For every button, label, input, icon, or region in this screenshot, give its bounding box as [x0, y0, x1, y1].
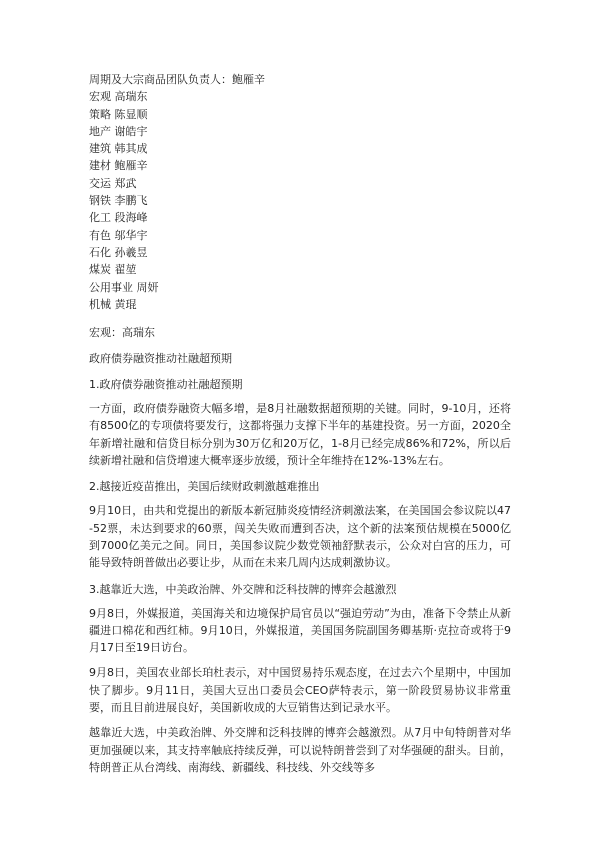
team-member-name: 谢皓宇 — [114, 124, 148, 138]
team-member-row — [89, 157, 511, 174]
paragraph-3: 9月8日，外媒报道，美国海关和边境保护局官员以“强迫劳动”为由，准备下令禁止从新疆进口棉花和西红柿。9月10日，外媒报道，美国国务院副国务卿基斯·克拉奇或将于9月17日至19日访台。 — [89, 606, 511, 655]
paragraph-5: 越靠近大选，中美政治牌、外交牌和泛科技牌的博弈会越激烈。从7月中旬特朗普对华更加强硬以来，其支持率触底持续反弹，可以说特朗普尝到了对华强硬的甜头。目前，特朗普正从台湾线、南海线、新疆线、科技线、外交线等多 — [89, 726, 511, 774]
team-list — [89, 71, 511, 313]
team-member-sector: 机械 — [89, 297, 111, 311]
section-label: 宏观：高瑞东 — [89, 326, 155, 340]
team-members — [89, 88, 511, 313]
doc-title: 政府债券融资推动社融超预期 — [89, 352, 232, 366]
team-member-row — [89, 192, 511, 209]
team-member-row — [89, 244, 511, 261]
team-member-row — [89, 296, 511, 313]
team-member-row — [89, 175, 511, 192]
team-member-sector: 交运 — [89, 176, 111, 190]
team-member-row — [89, 261, 511, 278]
heading-2: 2.越接近疫苗推出，美国后续财政刺激越难推出 — [89, 480, 320, 494]
team-member-sector: 建筑 — [89, 142, 111, 156]
team-member-name: 郑武 — [114, 176, 137, 190]
team-member-name: 高瑞东 — [114, 90, 148, 104]
paragraph-2: 9月10日，由共和党提出的新版本新冠肺炎疫情经济刺激法案，在美国国会参议院以47-52票，未达到要求的60票，闯关失败而遭到否决，这个新的法案预估规模在5000亿到7000亿美元之间。同日，美国参议院少数党领袖舒默表示，公众对白宫的压力，可能导致特朗普做出必要让步，从而在未来几周内达成刺激协议。 — [89, 504, 511, 570]
team-member-sector: 宏观 — [89, 90, 111, 104]
team-member-name: 陈显顺 — [114, 107, 148, 121]
team-member-row — [89, 279, 511, 296]
team-member-row — [89, 88, 511, 105]
team-member-name: 孙羲昱 — [114, 245, 148, 259]
team-member-sector: 化工 — [89, 211, 111, 225]
team-member-name: 韩其成 — [114, 142, 148, 156]
team-member-row — [89, 227, 511, 244]
team-member-sector: 有色 — [89, 228, 111, 242]
team-member-row — [89, 106, 511, 123]
team-member-sector: 钢铁 — [89, 194, 111, 208]
team-header: 周期及大宗商品团队负责人：鲍雁辛 — [89, 73, 265, 86]
team-member-name: 鲍雁辛 — [114, 159, 148, 173]
team-member-row — [89, 123, 511, 140]
team-member-name: 段海峰 — [114, 211, 148, 225]
team-member-sector: 煤炭 — [89, 263, 111, 277]
team-member-name: 邬华宇 — [114, 228, 148, 242]
team-member-sector: 建材 — [89, 159, 111, 173]
paragraph-4: 9月8日，美国农业部长珀杜表示，对中国贸易持乐观态度，在过去六个星期中，中国加快了脚步。9月11日，美国大豆出口委员会CEO萨特表示，第一阶段贸易协议非常重要，而且目前进展良好，美国新收成的大豆销售达到记录水平。 — [89, 666, 511, 715]
heading-3: 3.越靠近大选，中美政治牌、外交牌和泛科技牌的博弈会越激烈 — [89, 582, 397, 596]
team-member-row — [89, 140, 511, 157]
heading-1: 1.政府债券融资推动社融超预期 — [89, 378, 243, 392]
team-member-row — [89, 209, 511, 226]
team-member-sector: 石化 — [89, 245, 111, 259]
team-member-name: 李鹏飞 — [114, 194, 148, 208]
team-member-sector: 策略 — [89, 107, 111, 121]
team-member-name: 翟堃 — [114, 263, 137, 277]
team-member-sector: 公用事业 — [89, 280, 133, 294]
paragraph-1: 一方面，政府债券融资大幅多增，是8月社融数据超预期的关键。同时，9-10月，还将有8500亿的专项债将要发行，这都将强力支撑下半年的基建投资。另一方面，2020全年新增社融和信贷目标分别为30万亿和20万亿，1-8月已经完成86%和72%，所以后续新增社融和信贷增速大概率逐步放缓，预计全年维持在12%-13%左右。 — [89, 402, 511, 468]
team-member-sector: 地产 — [89, 124, 111, 138]
team-member-name: 周妍 — [136, 280, 159, 294]
team-member-name: 黄琨 — [114, 297, 137, 311]
